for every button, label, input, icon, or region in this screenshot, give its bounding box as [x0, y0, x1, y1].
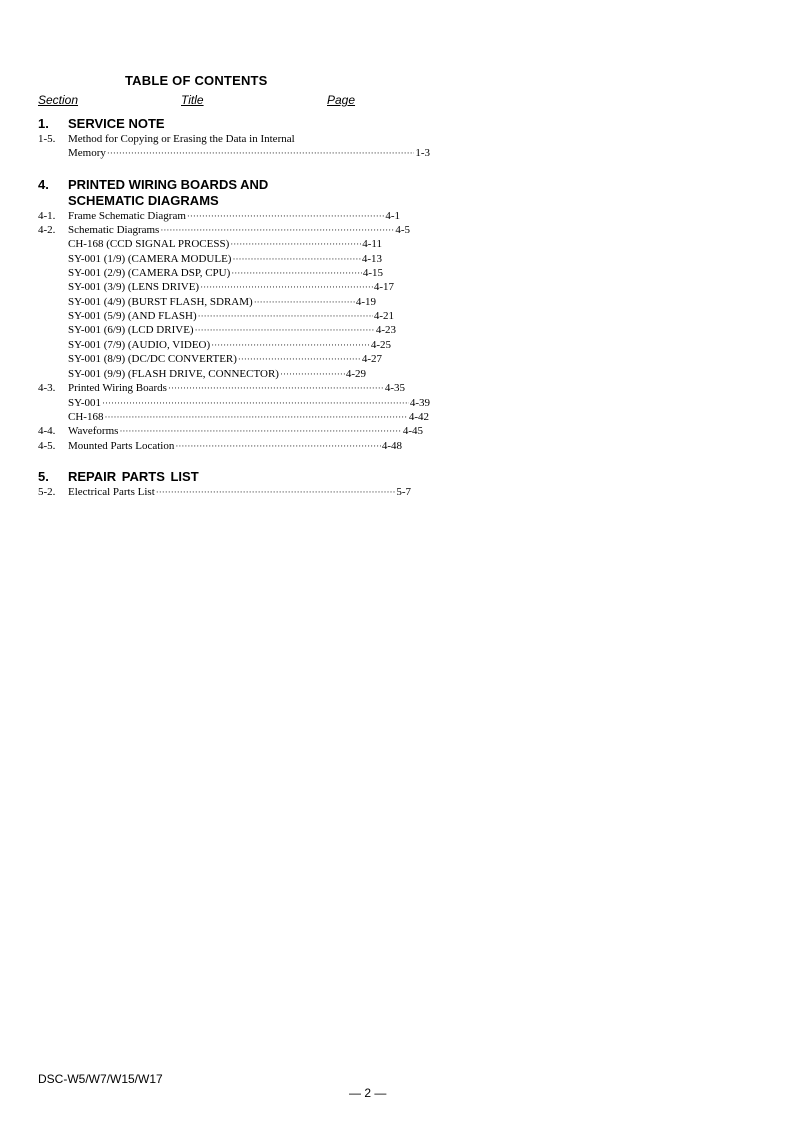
entry-label: Waveforms [68, 425, 119, 437]
entry-label: SY-001 (6/9) (LCD DRIVE) [68, 324, 194, 336]
toc-entry [68, 309, 394, 323]
dot-leader [107, 146, 414, 160]
section-number-5: 5. [38, 469, 49, 484]
toc-entry [68, 252, 382, 266]
entry-number: 4-3. [38, 382, 56, 394]
dot-leader [238, 352, 361, 366]
entry-number: 5-2. [38, 486, 56, 498]
entry-label: Frame Schematic Diagram [68, 210, 186, 222]
dot-leader [280, 367, 345, 381]
toc-entry [68, 410, 429, 424]
entry-label: SY-001 (4/9) (BURST FLASH, SDRAM) [68, 296, 253, 308]
section-title-repair-parts-list: REPAIR PARTS LIST [68, 469, 199, 484]
dot-leader [160, 223, 394, 237]
entry-page: 4-5 [395, 224, 410, 236]
dot-leader [231, 266, 362, 280]
entry-label: SY-001 (7/9) (AUDIO, VIDEO) [68, 339, 211, 351]
column-header-page: Page [327, 93, 356, 107]
entry-page: 4-23 [375, 324, 396, 336]
toc-entry [68, 485, 411, 499]
entry-page: 4-27 [361, 353, 382, 365]
toc-entry [68, 146, 430, 160]
dot-leader [211, 338, 370, 352]
entry-label: CH-168 (CCD SIGNAL PROCESS) [68, 238, 230, 250]
entry-label: SY-001 (2/9) (CAMERA DSP, CPU) [68, 267, 231, 279]
entry-label: Mounted Parts Location [68, 440, 175, 452]
entry-page: 4-25 [370, 339, 391, 351]
dot-leader [175, 439, 381, 453]
page-number: — 2 — [349, 1086, 387, 1100]
column-header-title: Title [181, 93, 204, 107]
toc-entry [68, 338, 391, 352]
entry-label: CH-168 [68, 411, 104, 423]
section-title-service-note: SERVICE NOTE [68, 116, 165, 131]
toc-entry [68, 424, 423, 438]
entry-number: 4-1. [38, 210, 56, 222]
dot-leader [198, 309, 373, 323]
entry-label: SY-001 (5/9) (AND FLASH) [68, 310, 197, 322]
entry-page: 4-1 [385, 210, 400, 222]
entry-page: 4-21 [373, 310, 394, 322]
entry-page: 4-19 [355, 296, 376, 308]
dot-leader [230, 237, 361, 251]
dot-leader [119, 424, 401, 438]
toc-entry [68, 439, 402, 453]
toc-entry [68, 295, 376, 309]
entry-number: 4-2. [38, 224, 56, 236]
toc-entry [68, 352, 382, 366]
entry-label: SY-001 (9/9) (FLASH DRIVE, CONNECTOR) [68, 368, 279, 380]
toc-entry [68, 266, 383, 280]
dot-leader [187, 209, 384, 223]
dot-leader [200, 280, 373, 294]
toc-entry [68, 209, 400, 223]
entry-label: Printed Wiring Boards [68, 382, 167, 394]
section-title-pwb-line2: SCHEMATIC DIAGRAMS [68, 193, 219, 208]
entry-page: 4-42 [408, 411, 429, 423]
toc-entry [68, 381, 405, 395]
dot-leader [102, 396, 409, 410]
dot-leader [195, 323, 375, 337]
entry-label: SY-001 (1/9) (CAMERA MODULE) [68, 253, 232, 265]
section-number-1: 1. [38, 116, 49, 131]
entry-page: 1-3 [415, 147, 430, 159]
entry-page: 4-35 [384, 382, 405, 394]
entry-number: 4-4. [38, 425, 56, 437]
entry-page: 4-45 [402, 425, 423, 437]
entry-page: 4-17 [373, 281, 394, 293]
section-number-4: 4. [38, 177, 49, 192]
entry-page: 4-29 [345, 368, 366, 380]
entry-label: SY-001 (8/9) (DC/DC CONVERTER) [68, 353, 237, 365]
entry-page: 4-15 [362, 267, 383, 279]
toc-entry [68, 223, 410, 237]
entry-page: 5-7 [396, 486, 411, 498]
dot-leader [232, 252, 360, 266]
entry-label: SY-001 (3/9) (LENS DRIVE) [68, 281, 200, 293]
toc-entry [68, 323, 396, 337]
entry-label: SY-001 [68, 397, 102, 409]
entry-label: Schematic Diagrams [68, 224, 160, 236]
model-number: DSC-W5/W7/W15/W17 [38, 1072, 163, 1086]
entry-page: 4-13 [361, 253, 382, 265]
entry-page: 4-11 [362, 238, 382, 250]
section-title-pwb-line1: PRINTED WIRING BOARDS AND [68, 177, 269, 192]
dot-leader [168, 381, 384, 395]
toc-entry [68, 396, 430, 410]
dot-leader [156, 485, 396, 499]
dot-leader [254, 295, 355, 309]
page-title: TABLE OF CONTENTS [125, 73, 268, 88]
toc-entry [68, 237, 382, 251]
entry-label: Memory [68, 147, 106, 159]
entry-page: 4-39 [409, 397, 430, 409]
entry-number: 1-5. [38, 133, 56, 145]
toc-entry [68, 367, 366, 381]
dot-leader [104, 410, 407, 424]
toc-entry [68, 280, 394, 294]
entry-page: 4-48 [381, 440, 402, 452]
entry-label: Electrical Parts List [68, 486, 155, 498]
entry-label-line: Method for Copying or Erasing the Data in Internal [68, 133, 295, 145]
entry-number: 4-5. [38, 440, 56, 452]
column-header-section: Section [38, 93, 79, 107]
